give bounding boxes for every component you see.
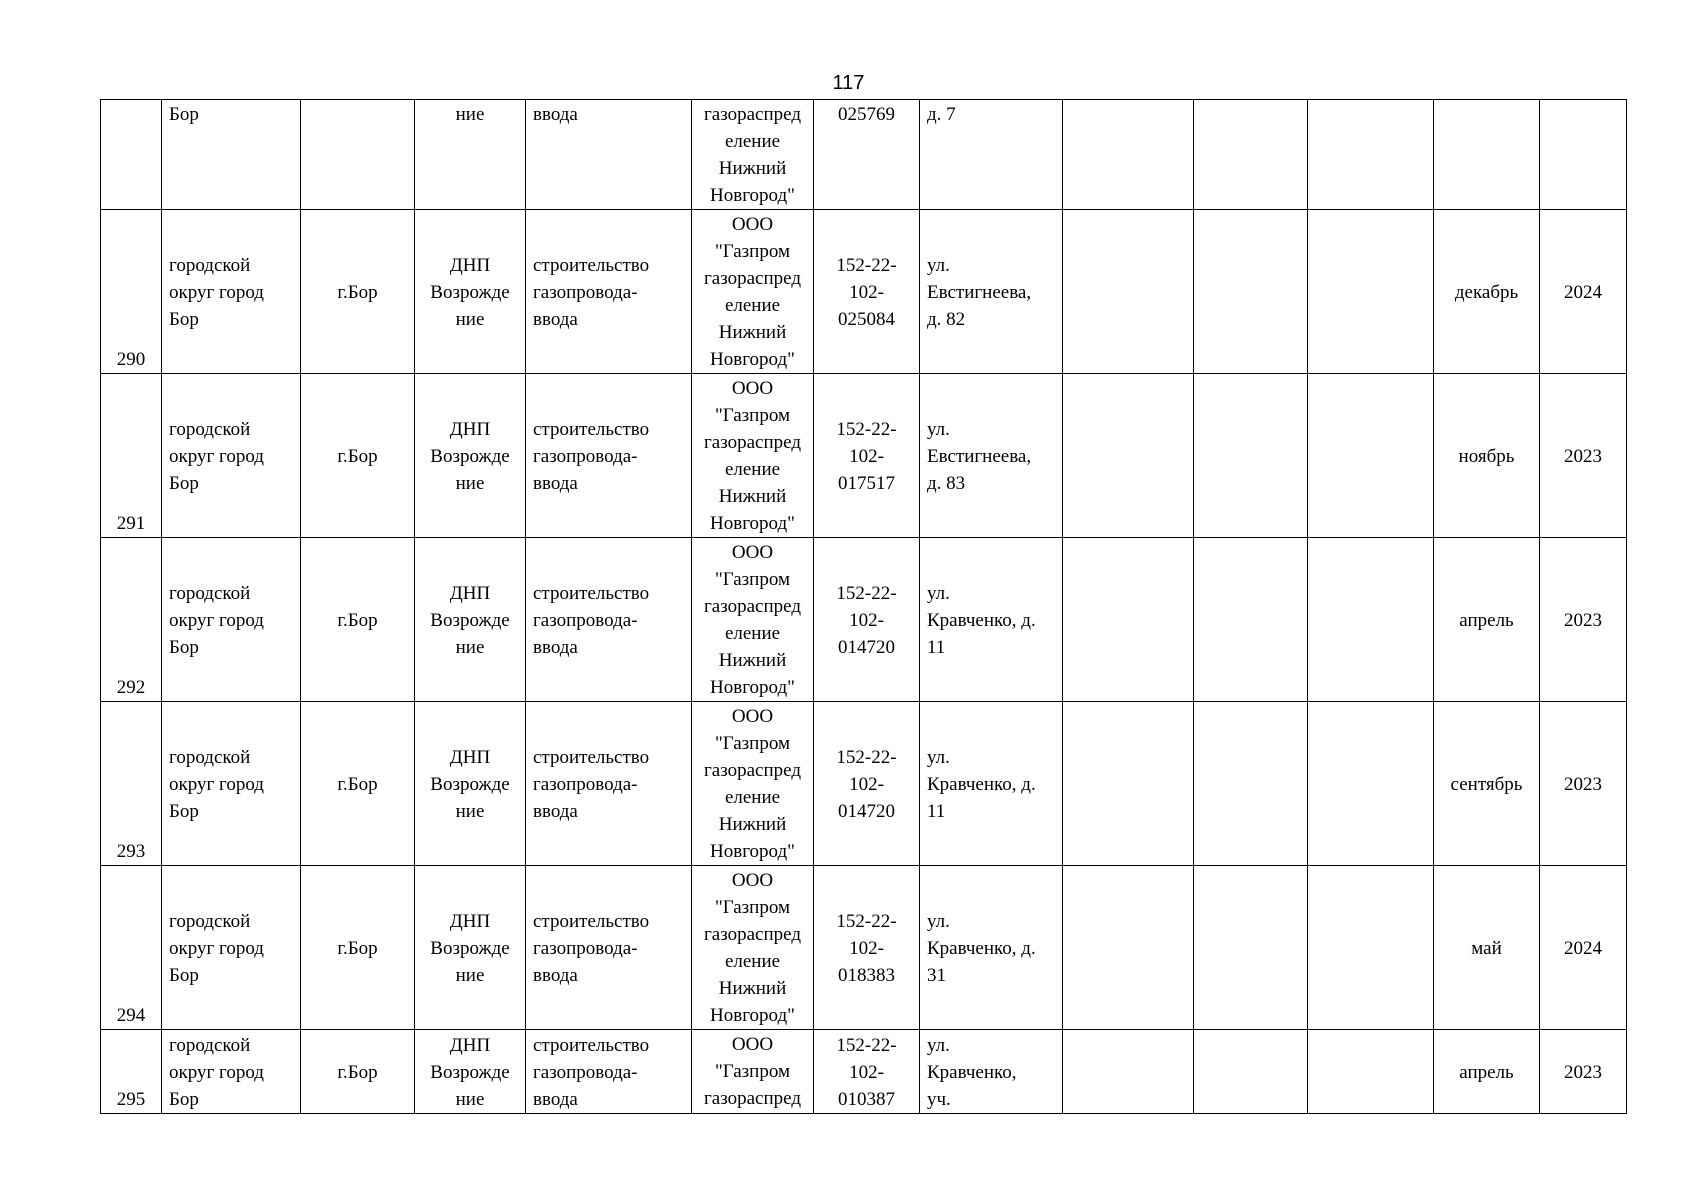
organization-cell-line: Новгород" (710, 349, 795, 370)
empty-cell (1194, 1030, 1308, 1114)
organization-cell-line: Новгород" (710, 841, 795, 862)
address-cell-line: Евстигнеева, (927, 281, 1032, 303)
table-row (101, 702, 1627, 866)
month-cell: сентябрь (1434, 702, 1540, 866)
code-cell (814, 866, 920, 1030)
empty-cell (1063, 100, 1194, 210)
organization-cell-line: газораспред (703, 268, 801, 289)
address-cell-line: ул. (927, 910, 950, 932)
code-cell-line: 102- (849, 609, 884, 631)
object-cell (415, 702, 526, 866)
organization-cell (692, 100, 814, 210)
district-cell (162, 1030, 301, 1114)
object-cell (415, 210, 526, 374)
district-cell (162, 538, 301, 702)
object-cell-line: Возрожде (430, 773, 510, 795)
organization-cell-line: "Газпром (714, 405, 791, 426)
empty-cell (1308, 538, 1434, 702)
district-cell-line: городской (169, 254, 251, 276)
organization-cell-line: газораспред (703, 596, 801, 617)
empty-cell (1063, 866, 1194, 1030)
row-number-cell: 293 (101, 702, 162, 866)
work-type-cell-line: строительство (533, 1034, 650, 1056)
work-type-cell-line: ввода (533, 800, 578, 822)
work-type-cell (526, 1030, 692, 1114)
organization-cell-line: газораспред (703, 104, 801, 125)
address-cell-line: 31 (927, 964, 946, 986)
place-cell: г.Бор (301, 374, 415, 538)
empty-cell (1194, 538, 1308, 702)
organization-cell-line: газораспред (703, 760, 801, 781)
organization-cell-line: ООО (731, 870, 774, 891)
empty-cell (1308, 210, 1434, 374)
code-cell (814, 1030, 920, 1114)
place-cell: г.Бор (301, 1030, 415, 1114)
address-cell-line: уч. (927, 1088, 951, 1110)
organization-cell-line: еление (724, 787, 781, 808)
district-cell (162, 702, 301, 866)
address-cell (920, 100, 1063, 210)
organization-cell-line: Нижний (718, 814, 787, 835)
place-cell: г.Бор (301, 538, 415, 702)
empty-cell (1308, 1030, 1434, 1114)
district-cell-line: городской (169, 582, 251, 604)
empty-cell (1063, 702, 1194, 866)
address-cell (920, 538, 1063, 702)
code-cell (814, 374, 920, 538)
address-cell-line: Кравченко, д. (927, 937, 1036, 959)
empty-cell (1063, 1030, 1194, 1114)
object-cell (415, 374, 526, 538)
month-cell: апрель (1434, 538, 1540, 702)
address-cell (920, 1030, 1063, 1114)
work-type-cell-line: строительство (533, 746, 650, 768)
organization-cell (692, 374, 814, 538)
code-cell-line: 152-22- (836, 254, 897, 276)
empty-cell (1194, 100, 1308, 210)
code-cell-line: 152-22- (836, 910, 897, 932)
object-cell-line: ние (455, 104, 485, 125)
work-type-cell-line: газопровода- (533, 773, 638, 795)
object-cell-line: ние (455, 308, 485, 330)
object-cell-line: ДНП (449, 254, 491, 276)
organization-cell-line: Новгород" (710, 677, 795, 698)
address-cell-line: д. 82 (927, 308, 966, 330)
object-cell-line: ДНП (449, 1034, 491, 1056)
table-row (101, 374, 1627, 538)
empty-cell (1063, 210, 1194, 374)
district-cell (162, 866, 301, 1030)
object-cell-line: Возрожде (430, 445, 510, 467)
place-cell: г.Бор (301, 866, 415, 1030)
code-cell-line: 102- (849, 773, 884, 795)
address-cell-line: Евстигнеева, (927, 445, 1032, 467)
row-number-cell: 292 (101, 538, 162, 702)
work-type-cell-line: строительство (533, 254, 650, 276)
table-row (101, 538, 1627, 702)
organization-cell-line: "Газпром (714, 1061, 791, 1082)
district-cell-line: округ город (169, 445, 264, 467)
address-cell (920, 210, 1063, 374)
code-cell-line: 014720 (838, 636, 895, 658)
code-cell-line: 102- (849, 445, 884, 467)
organization-cell-line: еление (724, 459, 781, 480)
object-cell (415, 538, 526, 702)
district-cell-line: Бор (169, 308, 199, 330)
district-cell-line: Бор (169, 800, 199, 822)
work-type-cell (526, 702, 692, 866)
organization-cell-line: "Газпром (714, 569, 791, 590)
district-cell-line: Бор (169, 964, 199, 986)
register-table (100, 99, 1627, 1114)
place-cell: г.Бор (301, 702, 415, 866)
organization-cell-line: Нижний (718, 650, 787, 671)
address-cell-line: д. 7 (927, 104, 956, 125)
year-cell: 2023 (1540, 702, 1627, 866)
work-type-cell-line: газопровода- (533, 445, 638, 467)
address-cell-line: ул. (927, 254, 950, 276)
work-type-cell (526, 538, 692, 702)
district-cell (162, 100, 301, 210)
organization-cell-line: "Газпром (714, 733, 791, 754)
work-type-cell-line: ввода (533, 1088, 578, 1110)
organization-cell-line: ООО (731, 542, 774, 563)
work-type-cell-line: ввода (533, 636, 578, 658)
object-cell (415, 1030, 526, 1114)
work-type-cell-line: газопровода- (533, 609, 638, 631)
object-cell (415, 866, 526, 1030)
work-type-cell-line: ввода (533, 308, 578, 330)
object-cell-line: ДНП (449, 582, 491, 604)
month-cell: апрель (1434, 1030, 1540, 1114)
district-cell-line: округ город (169, 773, 264, 795)
code-cell-line: 152-22- (836, 746, 897, 768)
district-cell (162, 374, 301, 538)
address-cell-line: Кравченко, д. (927, 609, 1036, 631)
district-cell-line: городской (169, 910, 251, 932)
organization-cell-line: Нижний (718, 322, 787, 343)
object-cell-line: ние (455, 1088, 485, 1110)
empty-cell (1308, 100, 1434, 210)
year-cell: 2023 (1540, 1030, 1627, 1114)
address-cell-line: ул. (927, 746, 950, 768)
row-number-cell: 294 (101, 866, 162, 1030)
district-cell-line: городской (169, 746, 251, 768)
year-cell: 2024 (1540, 210, 1627, 374)
row-number-cell: 291 (101, 374, 162, 538)
code-cell-line: 010387 (838, 1088, 895, 1110)
organization-cell-line: газораспред (703, 1088, 801, 1109)
table-row-continued (101, 100, 1627, 210)
address-cell-line: 11 (927, 800, 946, 822)
work-type-cell-line: строительство (533, 910, 650, 932)
work-type-cell (526, 100, 692, 210)
month-cell: ноябрь (1434, 374, 1540, 538)
code-cell (814, 538, 920, 702)
organization-cell-line: Новгород" (710, 1005, 795, 1026)
organization-cell-line: ООО (731, 214, 774, 235)
organization-cell-line: Нижний (718, 486, 787, 507)
row-number-cell: 295 (101, 1030, 162, 1114)
code-cell (814, 100, 920, 210)
address-cell-line: ул. (927, 582, 950, 604)
organization-cell-line: Нижний (718, 978, 787, 999)
address-cell (920, 702, 1063, 866)
register-body (101, 100, 1627, 1114)
empty-cell (1194, 374, 1308, 538)
code-cell-line: 017517 (838, 472, 895, 494)
organization-cell-line: Новгород" (710, 513, 795, 534)
object-cell-line: Возрожде (430, 937, 510, 959)
district-cell (162, 210, 301, 374)
district-cell-line: городской (169, 1034, 251, 1056)
address-cell-line: Кравченко, д. (927, 773, 1036, 795)
district-cell-line: округ город (169, 281, 264, 303)
code-cell-line: 102- (849, 281, 884, 303)
empty-cell (1308, 702, 1434, 866)
district-cell-line: Бор (169, 1088, 199, 1110)
object-cell-line: ние (455, 964, 485, 986)
code-cell-line: 025769 (838, 104, 895, 125)
year-cell (1540, 100, 1627, 210)
organization-cell-line: Новгород" (710, 185, 795, 206)
code-cell-line: 102- (849, 937, 884, 959)
address-cell-line: ул. (927, 418, 950, 440)
address-cell-line: д. 83 (927, 472, 966, 494)
work-type-cell-line: ввода (533, 472, 578, 494)
code-cell-line: 152-22- (836, 1034, 897, 1056)
code-cell-line: 102- (849, 1061, 884, 1083)
row-number-cell: 290 (101, 210, 162, 374)
address-cell-line: Кравченко, (927, 1061, 1017, 1083)
organization-cell-line: Нижний (718, 158, 787, 179)
work-type-cell-line: ввода (533, 964, 578, 986)
object-cell-line: ние (455, 636, 485, 658)
district-cell-line: Бор (169, 636, 199, 658)
organization-cell-line: еление (724, 951, 781, 972)
organization-cell-line: газораспред (703, 432, 801, 453)
code-cell-line: 152-22- (836, 582, 897, 604)
object-cell-line: ние (455, 800, 485, 822)
code-cell (814, 210, 920, 374)
organization-cell (692, 866, 814, 1030)
organization-cell-line: еление (724, 131, 781, 152)
object-cell-line: ДНП (449, 746, 491, 768)
year-cell: 2023 (1540, 374, 1627, 538)
year-cell: 2024 (1540, 866, 1627, 1030)
empty-cell (1194, 702, 1308, 866)
work-type-cell (526, 866, 692, 1030)
object-cell-line: ние (455, 472, 485, 494)
organization-cell-line: "Газпром (714, 241, 791, 262)
object-cell-line: Возрожде (430, 609, 510, 631)
work-type-cell-line: газопровода- (533, 281, 638, 303)
district-cell-line: округ город (169, 937, 264, 959)
code-cell-line: 018383 (838, 964, 895, 986)
district-cell-line: Бор (169, 472, 199, 494)
work-type-cell-line: строительство (533, 418, 650, 440)
address-cell (920, 866, 1063, 1030)
organization-cell (692, 1030, 814, 1114)
table-row (101, 866, 1627, 1030)
district-cell-line: округ город (169, 1061, 264, 1083)
organization-cell (692, 210, 814, 374)
month-cell: май (1434, 866, 1540, 1030)
organization-cell-line: ООО (731, 378, 774, 399)
organization-cell (692, 538, 814, 702)
address-cell-line: ул. (927, 1034, 950, 1056)
organization-cell-line: еление (724, 295, 781, 316)
organization-cell-line: "Газпром (714, 897, 791, 918)
organization-cell (692, 702, 814, 866)
object-cell-line: Возрожде (430, 281, 510, 303)
work-type-cell (526, 374, 692, 538)
empty-cell (1063, 538, 1194, 702)
page-number: 117 (832, 72, 865, 94)
work-type-cell-line: газопровода- (533, 937, 638, 959)
address-cell (920, 374, 1063, 538)
object-cell (415, 100, 526, 210)
work-type-cell (526, 210, 692, 374)
object-cell-line: ДНП (449, 418, 491, 440)
table-row (101, 1030, 1627, 1114)
district-cell-line: округ город (169, 609, 264, 631)
code-cell (814, 702, 920, 866)
work-type-cell-line: газопровода- (533, 1061, 638, 1083)
code-cell-line: 152-22- (836, 418, 897, 440)
empty-cell (1308, 866, 1434, 1030)
row-number-cell (101, 100, 162, 210)
object-cell-line: ДНП (449, 910, 491, 932)
district-cell-line: городской (169, 418, 251, 440)
table-row (101, 210, 1627, 374)
empty-cell (1194, 210, 1308, 374)
organization-cell-line: еление (724, 623, 781, 644)
code-cell-line: 014720 (838, 800, 895, 822)
address-cell-line: 11 (927, 636, 946, 658)
organization-cell-line: ООО (731, 706, 774, 727)
district-cell-line: Бор (169, 104, 199, 125)
organization-cell-line: газораспред (703, 924, 801, 945)
month-cell (1434, 100, 1540, 210)
organization-cell-line: ООО (731, 1034, 774, 1055)
work-type-cell-line: ввода (533, 104, 578, 125)
place-cell (301, 100, 415, 210)
year-cell: 2023 (1540, 538, 1627, 702)
empty-cell (1063, 374, 1194, 538)
empty-cell (1194, 866, 1308, 1030)
object-cell-line: Возрожде (430, 1061, 510, 1083)
place-cell: г.Бор (301, 210, 415, 374)
month-cell: декабрь (1434, 210, 1540, 374)
code-cell-line: 025084 (838, 308, 895, 330)
empty-cell (1308, 374, 1434, 538)
work-type-cell-line: строительство (533, 582, 650, 604)
